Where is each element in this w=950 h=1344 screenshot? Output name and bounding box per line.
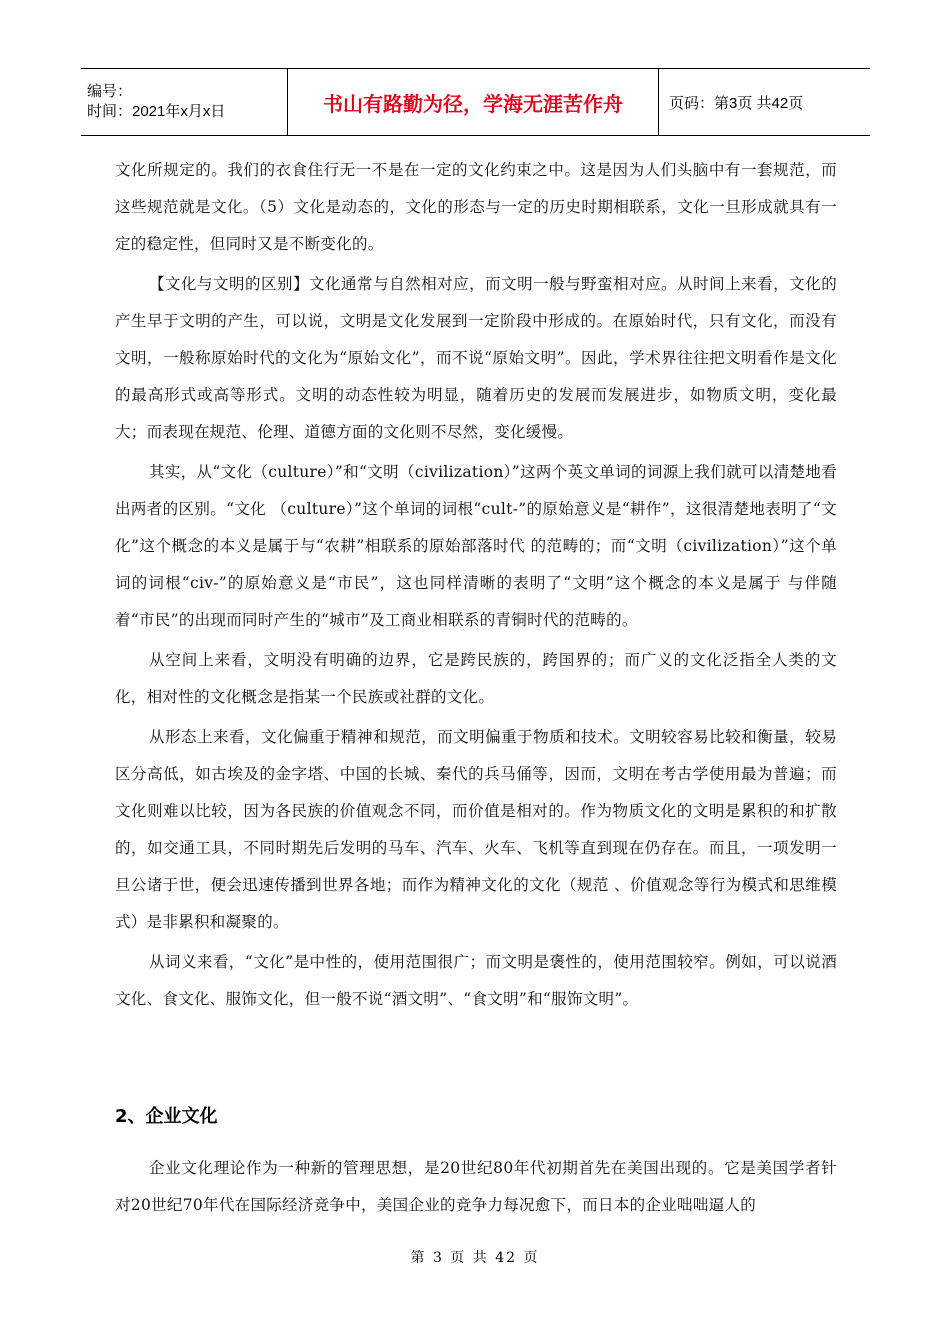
- section-title: 2、企业文化: [115, 1106, 218, 1127]
- paragraph: 【文化与文明的区别】文化通常与自然相对应，而文明一般与野蛮相对应。从时间上来看，文化的产生早于文明的产生，可以说，文明是文化发展到一定阶段中形成的。在原始时代，只有文化，而没有文明，一般称原始时代的文化为“原始文化”，而不说“原始文明”。因此，学术界往往把文明看作是文化的最高形式或高等形式。文明的动态性较为明显，随着历史的发展而发展进步，如物质文明，变化最大；而表现在规范、伦理、道德方面的文化则不尽然，变化缓慢。: [115, 275, 837, 441]
- paragraph: 企业文化理论作为一种新的管理思想，是20世纪80年代初期首先在美国出现的。它是美国学者针对20世纪70年代在国际经济竞争中，美国企业的竞争力每况愈下，而日本的企业咄咄逼人的: [115, 1159, 837, 1214]
- paragraph: 从空间上来看，文明没有明确的边界，它是跨民族的，跨国界的；而广义的文化泛指全人类的文化，相对性的文化概念是指某一个民族或社群的文化。: [115, 651, 837, 706]
- header-date-label: 时间：2021年x月x日: [87, 103, 226, 120]
- paragraph: 其实，从“文化（culture）”和“文明（civilization）”这两个英文单词的词源上我们就可以清楚地看出两者的区别。“文化 （culture）”这个单词的词根“cult-”的原始意义是“耕作”，这很清楚地表明了“文化”这个概念的本义是属于与“农耕”相联系的原始部落时代 的范畴的；而“文明（civilization）”这个单词的词根“civ-”的原始意义是“市民”，这也同样清晰的表明了“文明”这个概念的本义是属于 与伴随着“市民”的出现而同时产生的“城市”及工商业相联系的青铜时代的范畴的。: [115, 463, 837, 629]
- page-footer: 第 3 页 共 42 页: [410, 1250, 540, 1266]
- header-number-label: 编号：: [87, 83, 133, 100]
- header-motto: 书山有路勤为径，学海无涯苦作舟: [288, 69, 659, 136]
- header-meta: [81, 69, 288, 136]
- paragraph: 从词义来看，“文化”是中性的，使用范围很广；而文明是褒性的，使用范围较窄。例如，可以说酒文化、食文化、服饰文化，但一般不说“酒文明”、“食文明”和“服饰文明”。: [115, 953, 837, 1008]
- page-header: [81, 68, 870, 136]
- paragraph: 从形态上来看，文化偏重于精神和规范，而文明偏重于物质和技术。文明较容易比较和衡量，较易区分高低，如古埃及的金字塔、中国的长城、秦代的兵马俑等，因而，文明在考古学使用最为普遍；而文化则难以比较，因为各民族的价值观念不同，而价值是相对的。作为物质文化的文明是累积的和扩散的，如交通工具，不同时期先后发明的马车、汽车、火车、飞机等直到现在仍存在。而且，一项发明一旦公诸于世，便会迅速传播到世界各地；而作为精神文化的文化（规范 、价值观念等行为模式和思维模式）是非累积和凝聚的。: [115, 728, 837, 931]
- header-page-label: 页码：第3页 共42页: [669, 94, 804, 112]
- section-body: [115, 1150, 837, 1224]
- paragraph: 文化所规定的。我们的衣食住行无一不是在一定的文化约束之中。这是因为人们头脑中有一套规范，而这些规范就是文化。（5）文化是动态的，文化的形态与一定的历史时期相联系，文化一旦形成就具有一定的稳定性，但同时又是不断变化的。: [115, 161, 837, 253]
- body-text: [115, 152, 837, 1018]
